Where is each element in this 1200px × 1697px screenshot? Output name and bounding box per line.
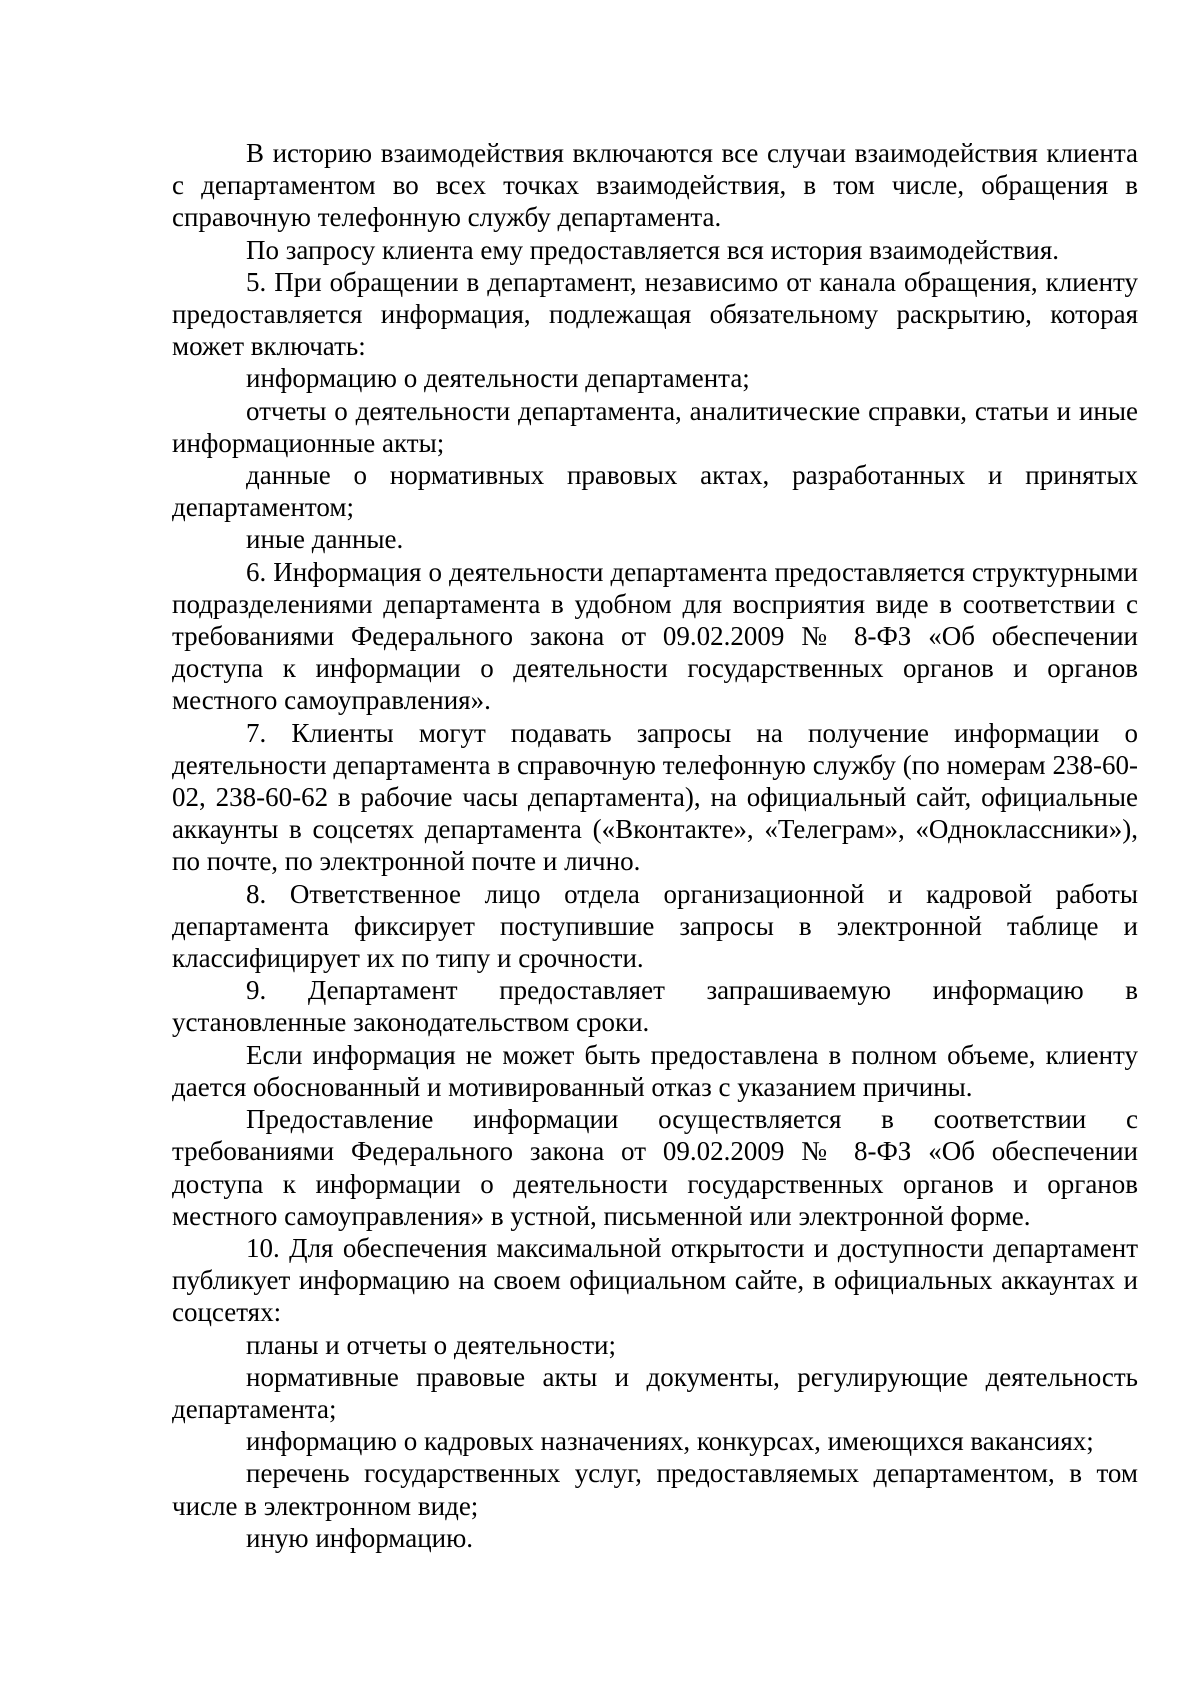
paragraph-item-7: 7. Клиенты могут подавать запросы на получение информации о деятельности департамента в справочную телефонную службу (по номерам 238-60-02, 238-60-62 в рабочие часы департамента), на официальный сайт, официальные аккаунты в соцсетях департамента («Вконтакте», «Телеграм», «Одноклассники»), по почте, по электронной почте и лично. (172, 717, 1138, 877)
list-item-other-data: иные данные. (246, 524, 404, 555)
list-item-other-info: иную информацию. (246, 1522, 474, 1553)
list-item-reports: отчеты о деятельности департамента, аналитические справки, статьи и иные информационные акты; (172, 395, 1138, 458)
paragraph-refusal: Если информация не может быть предоставлена в полном объеме, клиенту дается обоснованный и мотивированный отказ с указанием причины. (172, 1039, 1138, 1102)
list-item-legal-acts-data: данные о нормативных правовых актах, разработанных и принятых департаментом; (172, 460, 1138, 523)
paragraph-item-5: 5. При обращении в департамент, независимо от канала обращения, клиенту предоставляется информация, подлежащая обязательному раскрытию, которая может включать: (172, 266, 1138, 362)
paragraph-provision-form: Предоставление информации осуществляется в соответствии с требованиями Федерального закона от 09.02.2009 № 8-ФЗ «Об обеспечении доступа к информации о деятельности государственных органов и органов местного самоуправления» в устной, письменной или электронной форме. (172, 1104, 1138, 1231)
list-item-services-list: перечень государственных услуг, предоставляемых департаментом, в том числе в электронном виде; (172, 1458, 1138, 1521)
paragraph-item-9: 9. Департамент предоставляет запрашиваемую информацию в установленные законодательством сроки. (172, 975, 1138, 1038)
list-item-plans-reports: планы и отчеты о деятельности; (246, 1329, 616, 1360)
paragraph-item-8: 8. Ответственное лицо отдела организационной и кадровой работы департамента фиксирует поступившие запросы в электронной таблице и классифицирует их по типу и срочности. (172, 878, 1138, 974)
paragraph-interaction-history: В историю взаимодействия включаются все случаи взаимодействия клиента с департаментом во всех точках взаимодействия, в том числе, обращения в справочную телефонную службу департамента. (172, 138, 1138, 233)
list-item-regulations: нормативные правовые акты и документы, регулирующие деятельность департамента; (172, 1361, 1138, 1424)
paragraph-item-6: 6. Информация о деятельности департамента предоставляется структурными подразделениями департамента в удобном для восприятия виде в соответствии с требованиями Федерального закона от 09.02.2009 № 8-ФЗ «Об обеспечении доступа к информации о деятельности государственных органов и органов местного самоуправления». (172, 556, 1138, 716)
document-page (172, 137, 1138, 1554)
paragraph-history-on-request: По запросу клиента ему предоставляется вся история взаимодействия. (246, 234, 1060, 265)
list-item-activity-info: информацию о деятельности департамента; (246, 363, 750, 394)
paragraph-item-10: 10. Для обеспечения максимальной открытости и доступности департамент публикует информацию на своем официальном сайте, в официальных аккаунтах и соцсетях: (172, 1232, 1138, 1328)
list-item-personnel-info: информацию о кадровых назначениях, конкурсах, имеющихся вакансиях; (246, 1426, 1094, 1457)
